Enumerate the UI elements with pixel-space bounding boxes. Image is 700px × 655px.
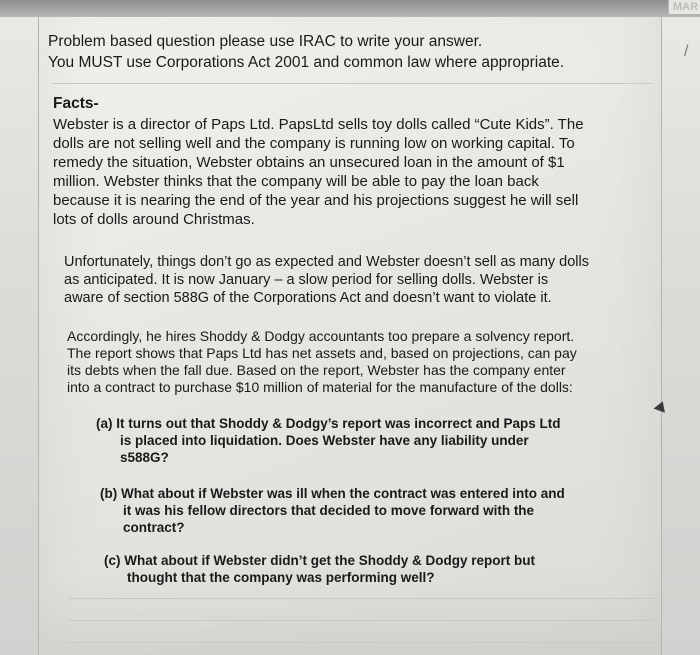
paragraph-1-line: dolls are not selling well and the company is running low on working capital. To: [53, 135, 575, 152]
paragraph-1-line: million. Webster thinks that the company will be able to pay the loan back: [53, 173, 539, 190]
question-c-line: thought that the company was performing well?: [127, 570, 435, 585]
facts-heading: Facts-: [53, 95, 99, 112]
paragraph-1-line: lots of dolls around Christmas.: [53, 211, 255, 228]
question-a-line: (a) It turns out that Shoddy & Dodgy’s report was incorrect and Paps Ltd: [96, 416, 561, 431]
paragraph-1-line: because it is nearing the end of the year and his projections suggest he will sell: [53, 192, 579, 209]
question-a-line: is placed into liquidation. Does Webster have any liability under: [120, 433, 529, 448]
divider: [68, 620, 658, 621]
divider: [68, 598, 658, 599]
corner-tab: MAR: [668, 0, 700, 14]
paragraph-2-line: Unfortunately, things don’t go as expected and Webster doesn’t sell as many dolls: [64, 254, 589, 270]
divider: [52, 83, 652, 84]
paragraph-1-line: Webster is a director of Paps Ltd. PapsLtd sells toy dolls called “Cute Kids”. The: [53, 116, 584, 133]
question-b-line: contract?: [123, 520, 185, 535]
margin-mark: /: [684, 43, 689, 60]
divider: [68, 642, 658, 643]
question-b-line: it was his fellow directors that decided to move forward with the: [123, 503, 535, 518]
intro-line-2: You MUST use Corporations Act 2001 and common law where appropriate.: [48, 54, 565, 71]
top-edge-bar: [0, 0, 700, 17]
question-a-line: s588G?: [120, 450, 169, 465]
paragraph-3-line: its debts when the fall due. Based on the report, Webster has the company enter: [67, 362, 566, 378]
paragraph-3-line: The report shows that Paps Ltd has net assets and, based on projections, can pay: [67, 345, 577, 361]
question-b-line: (b) What about if Webster was ill when the contract was entered into and: [100, 486, 565, 501]
paragraph-3-line: Accordingly, he hires Shoddy & Dodgy accountants too prepare a solvency report.: [67, 328, 575, 344]
paragraph-3-line: into a contract to purchase $10 million of material for the manufacture of the dolls:: [67, 379, 573, 395]
intro-line-1: Problem based question please use IRAC to write your answer.: [48, 33, 483, 50]
paragraph-2-line: as anticipated. It is now January – a slow period for selling dolls. Webster is: [64, 272, 549, 288]
paragraph-2-line: aware of section 588G of the Corporations Act and doesn’t want to violate it.: [64, 290, 552, 306]
paragraph-1-line: remedy the situation, Webster obtains an unsecured loan in the amount of $1: [53, 154, 565, 171]
question-c-line: (c) What about if Webster didn’t get the Shoddy & Dodgy report but: [104, 553, 535, 568]
